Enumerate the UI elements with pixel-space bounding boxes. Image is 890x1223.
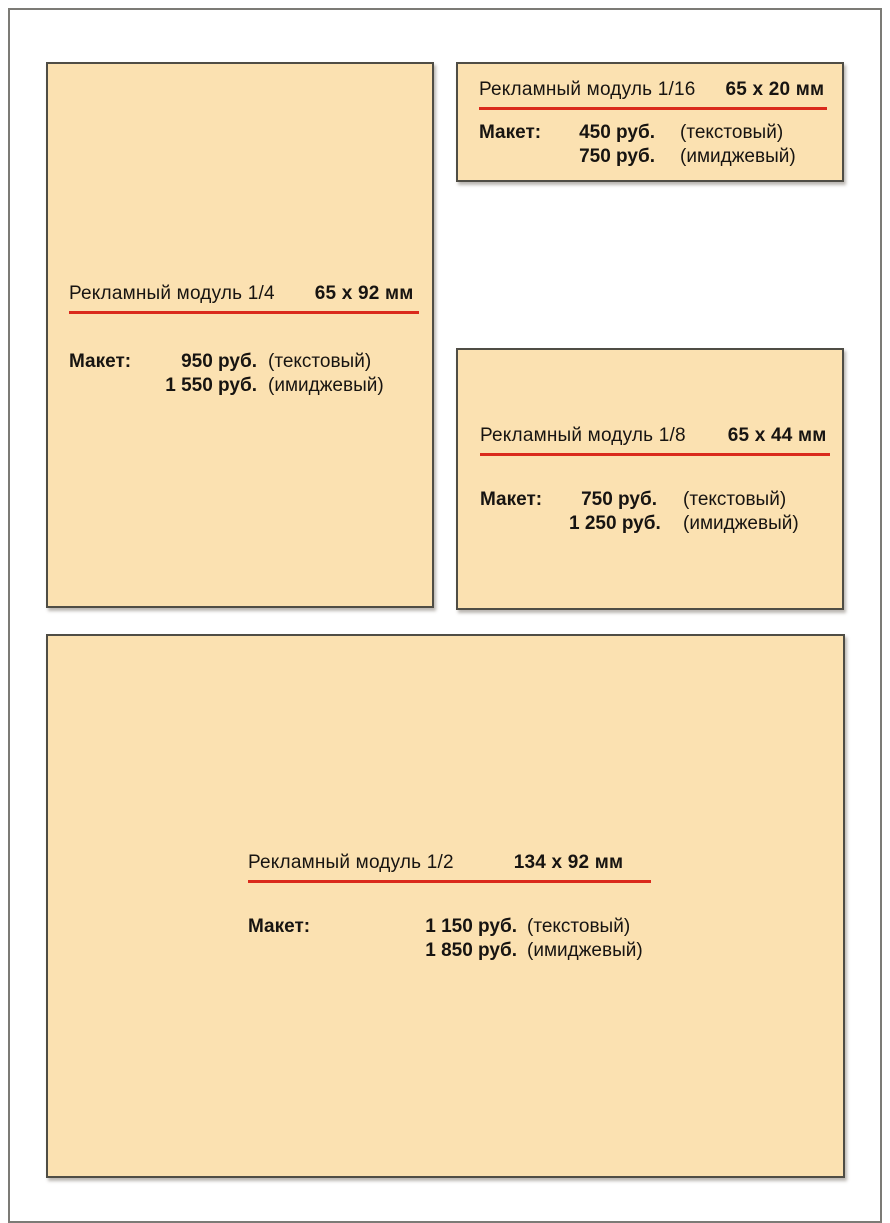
title-underline <box>480 453 830 456</box>
price-label-empty <box>248 939 422 963</box>
price-kind: (текстовый) <box>680 122 784 143</box>
price-kind: (имиджевый) <box>527 940 643 961</box>
price-label: Макет: <box>248 916 311 937</box>
module-size: 65 x 92 мм <box>314 283 414 304</box>
price-amount: 1 250 руб. <box>569 513 661 534</box>
price-label: Макет: <box>69 351 132 372</box>
module-size: 134 x 92 мм <box>513 852 624 873</box>
title-underline <box>248 880 651 883</box>
ad-module-card-1-16 <box>456 62 844 182</box>
price-kind: (имиджевый) <box>680 146 796 167</box>
price-amount: 750 руб. <box>581 489 657 510</box>
module-size: 65 x 20 мм <box>725 79 825 100</box>
price-table <box>248 915 843 963</box>
module-size: 65 x 44 мм <box>727 425 827 446</box>
title-underline <box>479 107 827 110</box>
price-amount: 1 850 руб. <box>425 940 517 961</box>
price-label: Макет: <box>479 122 542 143</box>
price-amount: 750 руб. <box>579 146 655 167</box>
price-kind: (имиджевый) <box>683 513 799 534</box>
price-amount: 950 руб. <box>181 351 257 372</box>
price-kind: (текстовый) <box>268 351 372 372</box>
price-table <box>479 121 842 169</box>
module-title: Рекламный модуль 1/4 <box>69 283 275 304</box>
price-kind: (текстовый) <box>683 489 787 510</box>
price-amount: 450 руб. <box>579 122 655 143</box>
ad-module-card-1-2 <box>46 634 845 1178</box>
price-table <box>69 350 432 398</box>
price-label: Макет: <box>480 489 543 510</box>
price-table <box>480 488 842 536</box>
module-title: Рекламный модуль 1/8 <box>480 425 686 446</box>
title-underline <box>69 311 419 314</box>
price-label-empty <box>69 374 155 398</box>
price-amount: 1 150 руб. <box>425 916 517 937</box>
price-kind: (текстовый) <box>527 916 631 937</box>
card-title-row <box>48 636 843 874</box>
price-amount: 1 550 руб. <box>165 375 257 396</box>
price-label-empty <box>480 512 569 536</box>
card-title-row <box>458 350 842 447</box>
ad-module-card-1-8 <box>456 348 844 610</box>
price-label-empty <box>479 145 579 169</box>
ad-module-card-1-4 <box>46 62 434 608</box>
card-title-row <box>458 64 842 101</box>
price-kind: (имиджевый) <box>268 375 384 396</box>
module-title: Рекламный модуль 1/2 <box>248 852 454 873</box>
module-title: Рекламный модуль 1/16 <box>479 79 696 100</box>
card-title-row <box>48 64 432 305</box>
